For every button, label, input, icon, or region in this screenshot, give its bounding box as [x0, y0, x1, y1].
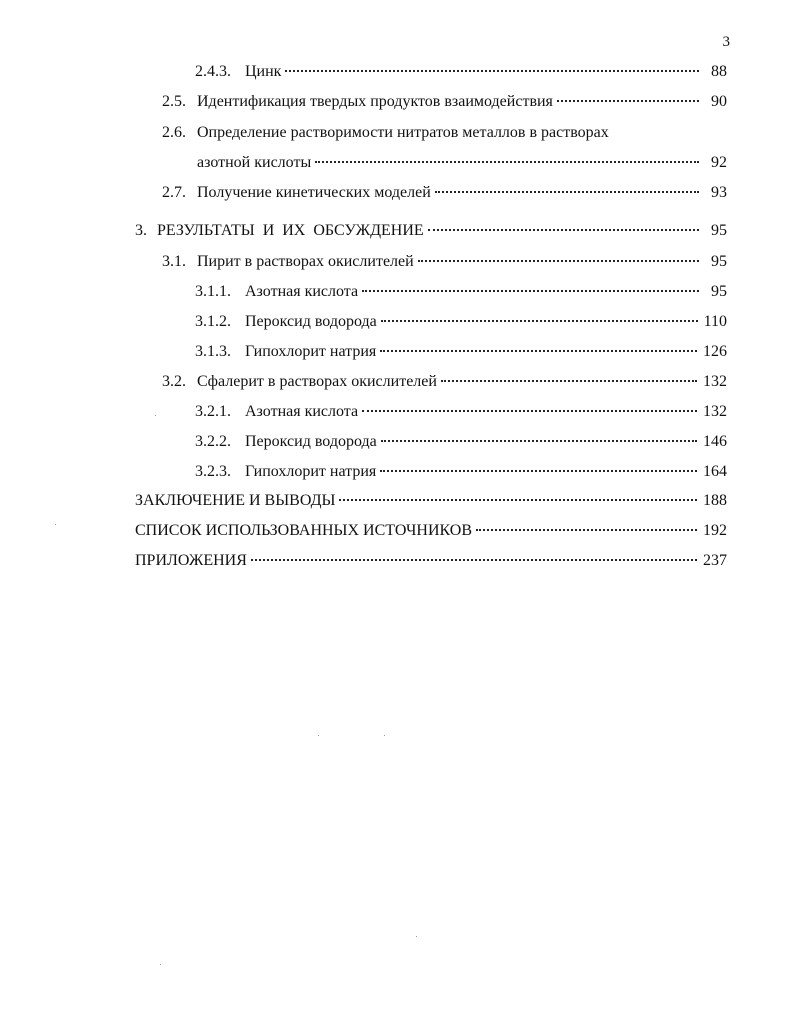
- toc-entry-appendices: [135, 551, 727, 571]
- scan-speck: [160, 964, 161, 965]
- toc-entry-2-6-first-line: [162, 123, 609, 143]
- entry-page: 164: [703, 463, 727, 480]
- toc-entry-2-6: [197, 153, 727, 173]
- dot-leader: [362, 290, 699, 292]
- entry-number: 2.5.: [162, 93, 186, 110]
- toc-entry-2-7: [162, 183, 727, 203]
- toc-entry-3-2-1: [195, 402, 727, 422]
- entry-title: ПРИЛОЖЕНИЯ: [135, 552, 247, 569]
- toc-entry-3-2-2: [195, 432, 727, 452]
- entry-title-continuation: азотной кислоты: [197, 154, 312, 171]
- entry-title: Азотная кислота: [245, 403, 359, 420]
- toc-entry-conclusion: [135, 491, 727, 511]
- entry-title: Цинк: [245, 63, 282, 80]
- dot-leader: [380, 470, 697, 472]
- entry-page: 188: [703, 492, 727, 509]
- scan-speck: [155, 415, 156, 416]
- entry-number: 3.2.2.: [195, 433, 231, 450]
- dot-leader: [418, 260, 699, 262]
- entry-number: 3.2.3.: [195, 463, 231, 480]
- entry-number: 2.7.: [162, 184, 186, 201]
- toc-entry-3-2-3: [195, 462, 727, 482]
- entry-title: Азотная кислота: [245, 283, 359, 300]
- entry-number: 2.4.3.: [195, 63, 231, 80]
- entry-title: Гипохлорит натрия: [245, 343, 377, 360]
- toc-entry-3-2: [162, 372, 727, 392]
- toc-entry-3-1-1: [195, 282, 727, 302]
- entry-page: 93: [711, 184, 727, 201]
- dot-leader: [285, 70, 699, 72]
- entry-number: 3.1.1.: [195, 283, 231, 300]
- scan-speck: [318, 735, 319, 736]
- entry-title: СПИСОК ИСПОЛЬЗОВАННЫХ ИСТОЧНИКОВ: [135, 522, 473, 539]
- entry-number: 3.2.: [162, 373, 186, 390]
- toc-entry-3-1-3: [195, 342, 727, 362]
- entry-page: 90: [711, 93, 727, 110]
- scan-speck: [416, 936, 417, 937]
- toc-entry-2-4-3: [195, 62, 727, 82]
- entry-page: 110: [703, 313, 727, 330]
- dot-leader: [251, 559, 697, 561]
- entry-title: Пирит в растворах окислителей: [197, 253, 414, 270]
- entry-number: 2.6.: [162, 124, 186, 141]
- toc-entry-3-1-2: [195, 312, 727, 332]
- entry-title: Определение растворимости нитратов металлов в растворах: [197, 124, 609, 141]
- scan-speck: [55, 524, 56, 525]
- dot-leader: [380, 350, 697, 352]
- entry-title: Получение кинетических моделей: [197, 184, 431, 201]
- entry-page: 88: [711, 63, 727, 80]
- entry-page: 95: [711, 283, 727, 300]
- entry-page: 126: [703, 343, 727, 360]
- entry-page: 192: [703, 522, 727, 539]
- dot-leader: [381, 440, 697, 442]
- entry-number: 3.1.3.: [195, 343, 231, 360]
- entry-page: 237: [703, 552, 727, 569]
- dot-leader: [428, 229, 699, 231]
- entry-page: 146: [703, 433, 727, 450]
- entry-page: 95: [711, 253, 727, 270]
- dot-leader: [381, 320, 698, 322]
- toc-entry-3: [135, 221, 727, 241]
- toc-entry-3-1: [162, 252, 727, 272]
- entry-title: Гипохлорит натрия: [245, 463, 377, 480]
- entry-title: ЗАКЛЮЧЕНИЕ И ВЫВОДЫ: [135, 492, 336, 509]
- page-number: 3: [722, 34, 730, 50]
- entry-title: Идентификация твердых продуктов взаимодействия: [197, 93, 553, 110]
- entry-title: Пероксид водорода: [245, 313, 377, 330]
- dot-leader: [435, 191, 699, 193]
- toc-entry-2-5: [162, 92, 727, 112]
- dot-leader: [557, 100, 699, 102]
- entry-number: 3.1.2.: [195, 313, 231, 330]
- scan-speck: [384, 735, 385, 736]
- dot-leader: [339, 499, 697, 501]
- entry-title: Пероксид водорода: [245, 433, 377, 450]
- entry-page: 132: [703, 403, 727, 420]
- entry-number: 3.2.1.: [195, 403, 231, 420]
- entry-page: 132: [703, 373, 727, 390]
- entry-number: 3.1.: [162, 253, 186, 270]
- toc-entry-references: [135, 521, 727, 541]
- dot-leader: [476, 529, 697, 531]
- dot-leader: [441, 380, 697, 382]
- entry-page: 92: [711, 154, 727, 171]
- entry-title: Сфалерит в растворах окислителей: [197, 373, 437, 390]
- dot-leader: [315, 161, 699, 163]
- dot-leader: [362, 410, 697, 412]
- entry-page: 95: [711, 222, 727, 239]
- entry-number: 3.: [135, 222, 147, 239]
- entry-title: РЕЗУЛЬТАТЫ И ИХ ОБСУЖДЕНИЕ: [157, 222, 424, 239]
